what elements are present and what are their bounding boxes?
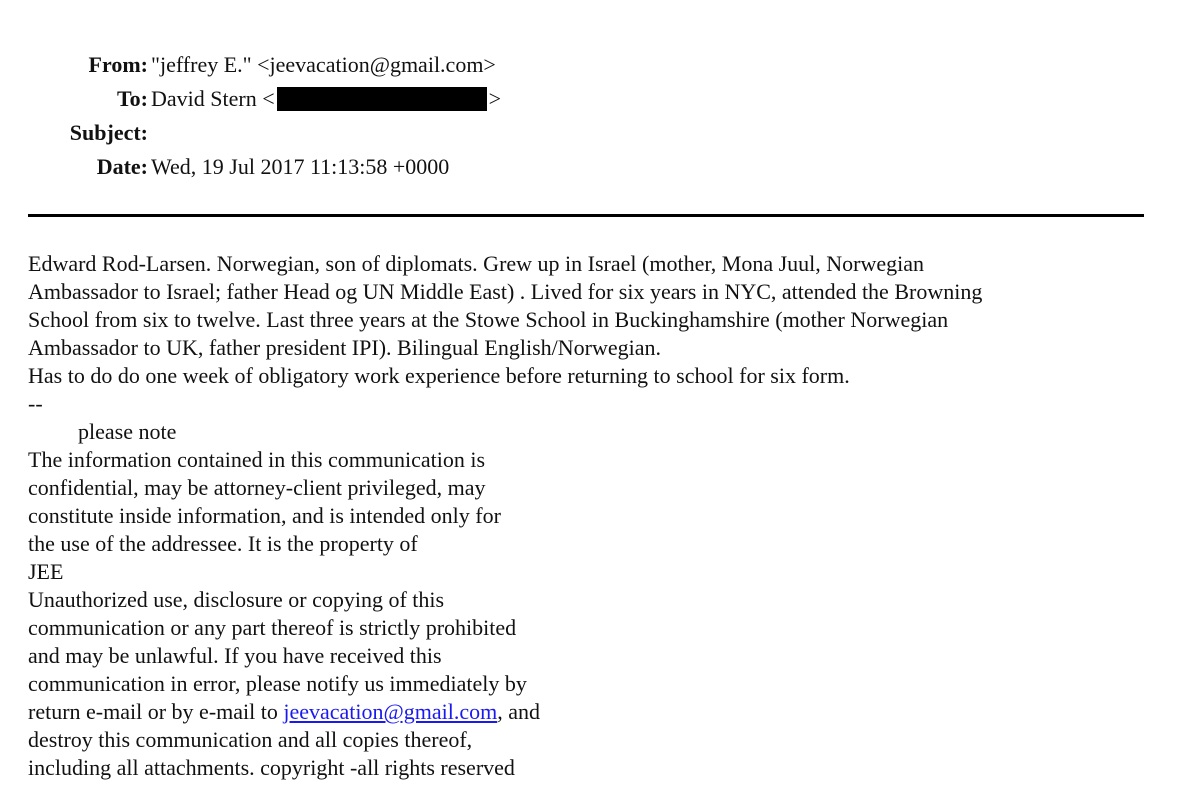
email-header: [0, 48, 1200, 184]
disclaimer-line: including all attachments. copyright -all rights reserved: [28, 755, 515, 780]
to-value: [151, 82, 501, 116]
header-divider: [28, 214, 1144, 217]
note-heading: please note: [78, 419, 177, 444]
email-link[interactable]: jeevacation@gmail.com: [283, 699, 498, 724]
date-value: Wed, 19 Jul 2017 11:13:58 +0000: [151, 154, 450, 179]
date-label: Date:: [96, 154, 148, 179]
subject-row: [0, 116, 1200, 150]
to-name: David Stern <: [151, 86, 275, 111]
disclaimer-line: constitute inside information, and is intended only for: [28, 503, 501, 528]
disclaimer-return-line: [28, 698, 1158, 726]
return-line-suffix: , and: [497, 699, 541, 724]
disclaimer-line: JEE: [28, 559, 64, 584]
body-line: Ambassador to UK, father president IPI). Bilingual English/Norwegian.: [28, 335, 661, 360]
body-line: School from six to twelve. Last three years at the Stowe School in Buckinghamshire (mother Norwegian: [28, 307, 949, 332]
body-line: Ambassador to Israel; father Head og UN Middle East) . Lived for six years in NYC, attended the Browning: [28, 279, 983, 304]
from-label: From:: [88, 52, 148, 77]
from-row: [0, 48, 1200, 82]
to-close: >: [488, 86, 502, 111]
subject-label: Subject:: [69, 120, 148, 145]
disclaimer-line: and may be unlawful. If you have received this: [28, 643, 442, 668]
return-line-prefix: return e-mail or by e-mail to: [28, 699, 284, 724]
disclaimer-line: Unauthorized use, disclosure or copying of this: [28, 587, 445, 612]
body-line: Has to do do one week of obligatory work experience before returning to school for six form.: [28, 363, 850, 388]
signature-separator: --: [28, 391, 43, 416]
body-line: Edward Rod-Larsen. Norwegian, son of diplomats. Grew up in Israel (mother, Mona Juul, Norwegian: [28, 251, 925, 276]
disclaimer-line: destroy this communication and all copies thereof,: [28, 727, 473, 752]
disclaimer-line: communication in error, please notify us immediately by: [28, 671, 527, 696]
disclaimer-line: The information contained in this communication is: [28, 447, 486, 472]
to-label: To:: [117, 86, 148, 111]
disclaimer-line: the use of the addressee. It is the property of: [28, 531, 418, 556]
disclaimer-line: communication or any part thereof is strictly prohibited: [28, 615, 517, 640]
to-row: [0, 82, 1200, 116]
email-body: [28, 250, 1158, 782]
disclaimer-line: confidential, may be attorney-client privileged, may: [28, 475, 486, 500]
redacted-email-block: [277, 87, 487, 111]
from-value: "jeffrey E." <jeevacation@gmail.com>: [151, 52, 496, 77]
date-row: [0, 150, 1200, 184]
